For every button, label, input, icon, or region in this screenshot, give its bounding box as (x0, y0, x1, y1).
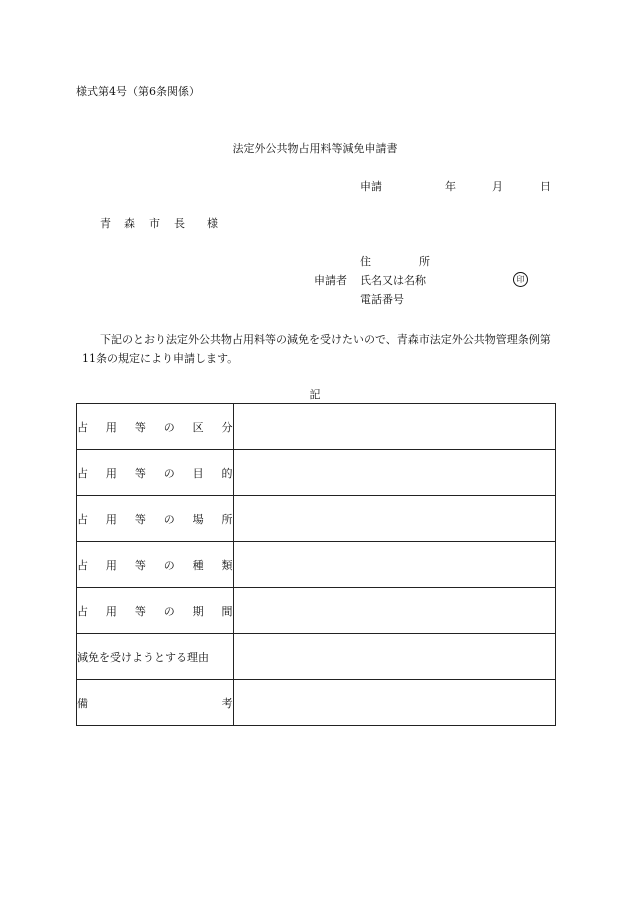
row-value-field[interactable] (233, 450, 555, 496)
date-year-label: 年 (445, 180, 456, 193)
seal-icon: 印 (513, 272, 528, 287)
row-label: 備 考 (77, 680, 234, 726)
row-value-field[interactable] (233, 496, 555, 542)
row-label: 占 用 等 の 目 的 (77, 450, 234, 496)
date-day-label: 日 (540, 180, 551, 193)
document-title: 法定外公共物占用料等減免申請書 (232, 142, 398, 155)
addressee-char: 森 (124, 217, 135, 230)
addressee-char: 様 (207, 217, 218, 230)
row-label: 占 用 等 の 種 類 (77, 542, 234, 588)
addressee-char: 市 (149, 217, 160, 230)
applicant-role-label: 申請者 (314, 274, 347, 287)
table-row (77, 450, 556, 496)
phone-label: 電話番号 (360, 293, 404, 306)
table-row (77, 680, 556, 726)
row-label: 減免を受けようとする理由 (77, 634, 234, 680)
table-row (77, 496, 556, 542)
row-value-field[interactable] (233, 588, 555, 634)
body-paragraph: 下記のとおり法定外公共物占用料等の減免を受けたいので、青森市法定外公共物管理条例第11条の規定により申請します。 (82, 333, 551, 365)
row-label: 占 用 等 の 場 所 (77, 496, 234, 542)
table-row (77, 634, 556, 680)
address-label-char: 所 (419, 255, 430, 268)
table-row (77, 404, 556, 450)
addressee-char: 青 (100, 217, 111, 230)
row-value-field[interactable] (233, 404, 555, 450)
addressee-char: 長 (174, 217, 185, 230)
table-row (77, 588, 556, 634)
addressee (100, 217, 218, 231)
row-label: 占 用 等 の 区 分 (77, 404, 234, 450)
application-table (76, 403, 556, 726)
ki-heading: 記 (309, 388, 321, 401)
date-applied-label: 申請 (360, 180, 382, 193)
table-row (77, 542, 556, 588)
row-value-field[interactable] (233, 542, 555, 588)
form-number-label: 様式第4号（第6条関係） (76, 85, 200, 98)
row-value-field[interactable] (233, 680, 555, 726)
name-label: 氏名又は名称 (360, 274, 426, 287)
row-value-field[interactable] (233, 634, 555, 680)
address-label-char: 住 (360, 255, 371, 268)
date-month-label: 月 (492, 180, 503, 193)
row-label: 占 用 等 の 期 間 (77, 588, 234, 634)
address-label (360, 255, 430, 269)
